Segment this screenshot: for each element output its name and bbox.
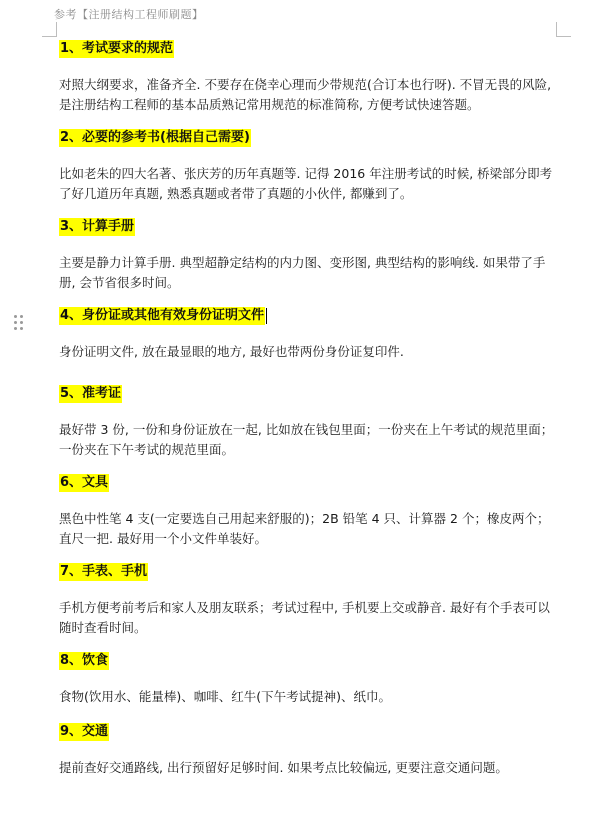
section-heading[interactable]: 1、考试要求的规范	[60, 41, 174, 56]
page-header: 参考【注册结构工程师刷题】	[54, 8, 204, 21]
section-heading[interactable]: 7、手表、手机	[60, 564, 148, 579]
section-paragraph[interactable]: 对照大纲要求，准备齐全. 不要存在侥幸心理而少带规范(合订本也行呀). 不冒无畏的风险, 是注册结构工程师的基本品质熟记常用规范的标准简称, 方便考试快速答题。	[59, 77, 552, 112]
section-paragraph[interactable]: 黑色中性笔 4 支(一定要选自己用起来舒服的)；2B 铅笔 4 只、计算器 2 个；橡皮两个；直尺一把. 最好用一个小文件单装好。	[59, 511, 550, 546]
section-paragraph[interactable]: 最好带 3 份, 一份和身份证放在一起, 比如放在钱包里面；一份夹在上午考试的规范里面；一份夹在下午考试的规范里面。	[59, 422, 554, 457]
block-drag-handle-icon[interactable]	[14, 315, 24, 331]
section-paragraph[interactable]: 身份证明文件, 放在最显眼的地方, 最好也带两份身份证复印件.	[59, 344, 404, 359]
section-heading[interactable]: 8、饮食	[60, 653, 109, 668]
section-paragraph[interactable]: 提前查好交通路线, 出行预留好足够时间. 如果考点比较偏远, 更要注意交通问题。	[59, 760, 508, 775]
section-paragraph[interactable]: 手机方便考前考后和家人及朋友联系；考试过程中, 手机要上交或静音. 最好有个手表可以随时查看时间。	[59, 600, 550, 635]
section-heading[interactable]: 2、必要的参考书(根据自己需要)	[60, 130, 250, 145]
section-heading[interactable]: 5、准考证	[60, 386, 122, 401]
section-heading[interactable]: 9、交通	[60, 724, 109, 739]
section-paragraph[interactable]: 主要是静力计算手册. 典型超静定结构的内力图、变形图, 典型结构的影响线. 如果带了手册, 会节省很多时间。	[59, 255, 546, 290]
section-heading[interactable]: 6、文具	[60, 475, 109, 490]
page-corner-mark-left	[42, 22, 57, 37]
section-paragraph[interactable]: 比如老朱的四大名著、张庆芳的历年真题等. 记得 2016 年注册考试的时候, 桥梁部分即考了好几道历年真题, 熟悉真题或者带了真题的小伙伴, 都赚到了。	[59, 166, 553, 201]
section-heading[interactable]: 4、身份证或其他有效身份证明文件	[60, 308, 265, 323]
document-body[interactable]	[59, 38, 559, 778]
text-cursor	[266, 308, 267, 324]
section-paragraph[interactable]: 食物(饮用水、能量棒)、咖啡、红牛(下午考试提神)、纸巾。	[59, 689, 392, 704]
page-corner-mark-right	[556, 22, 571, 37]
section-heading[interactable]: 3、计算手册	[60, 219, 135, 234]
